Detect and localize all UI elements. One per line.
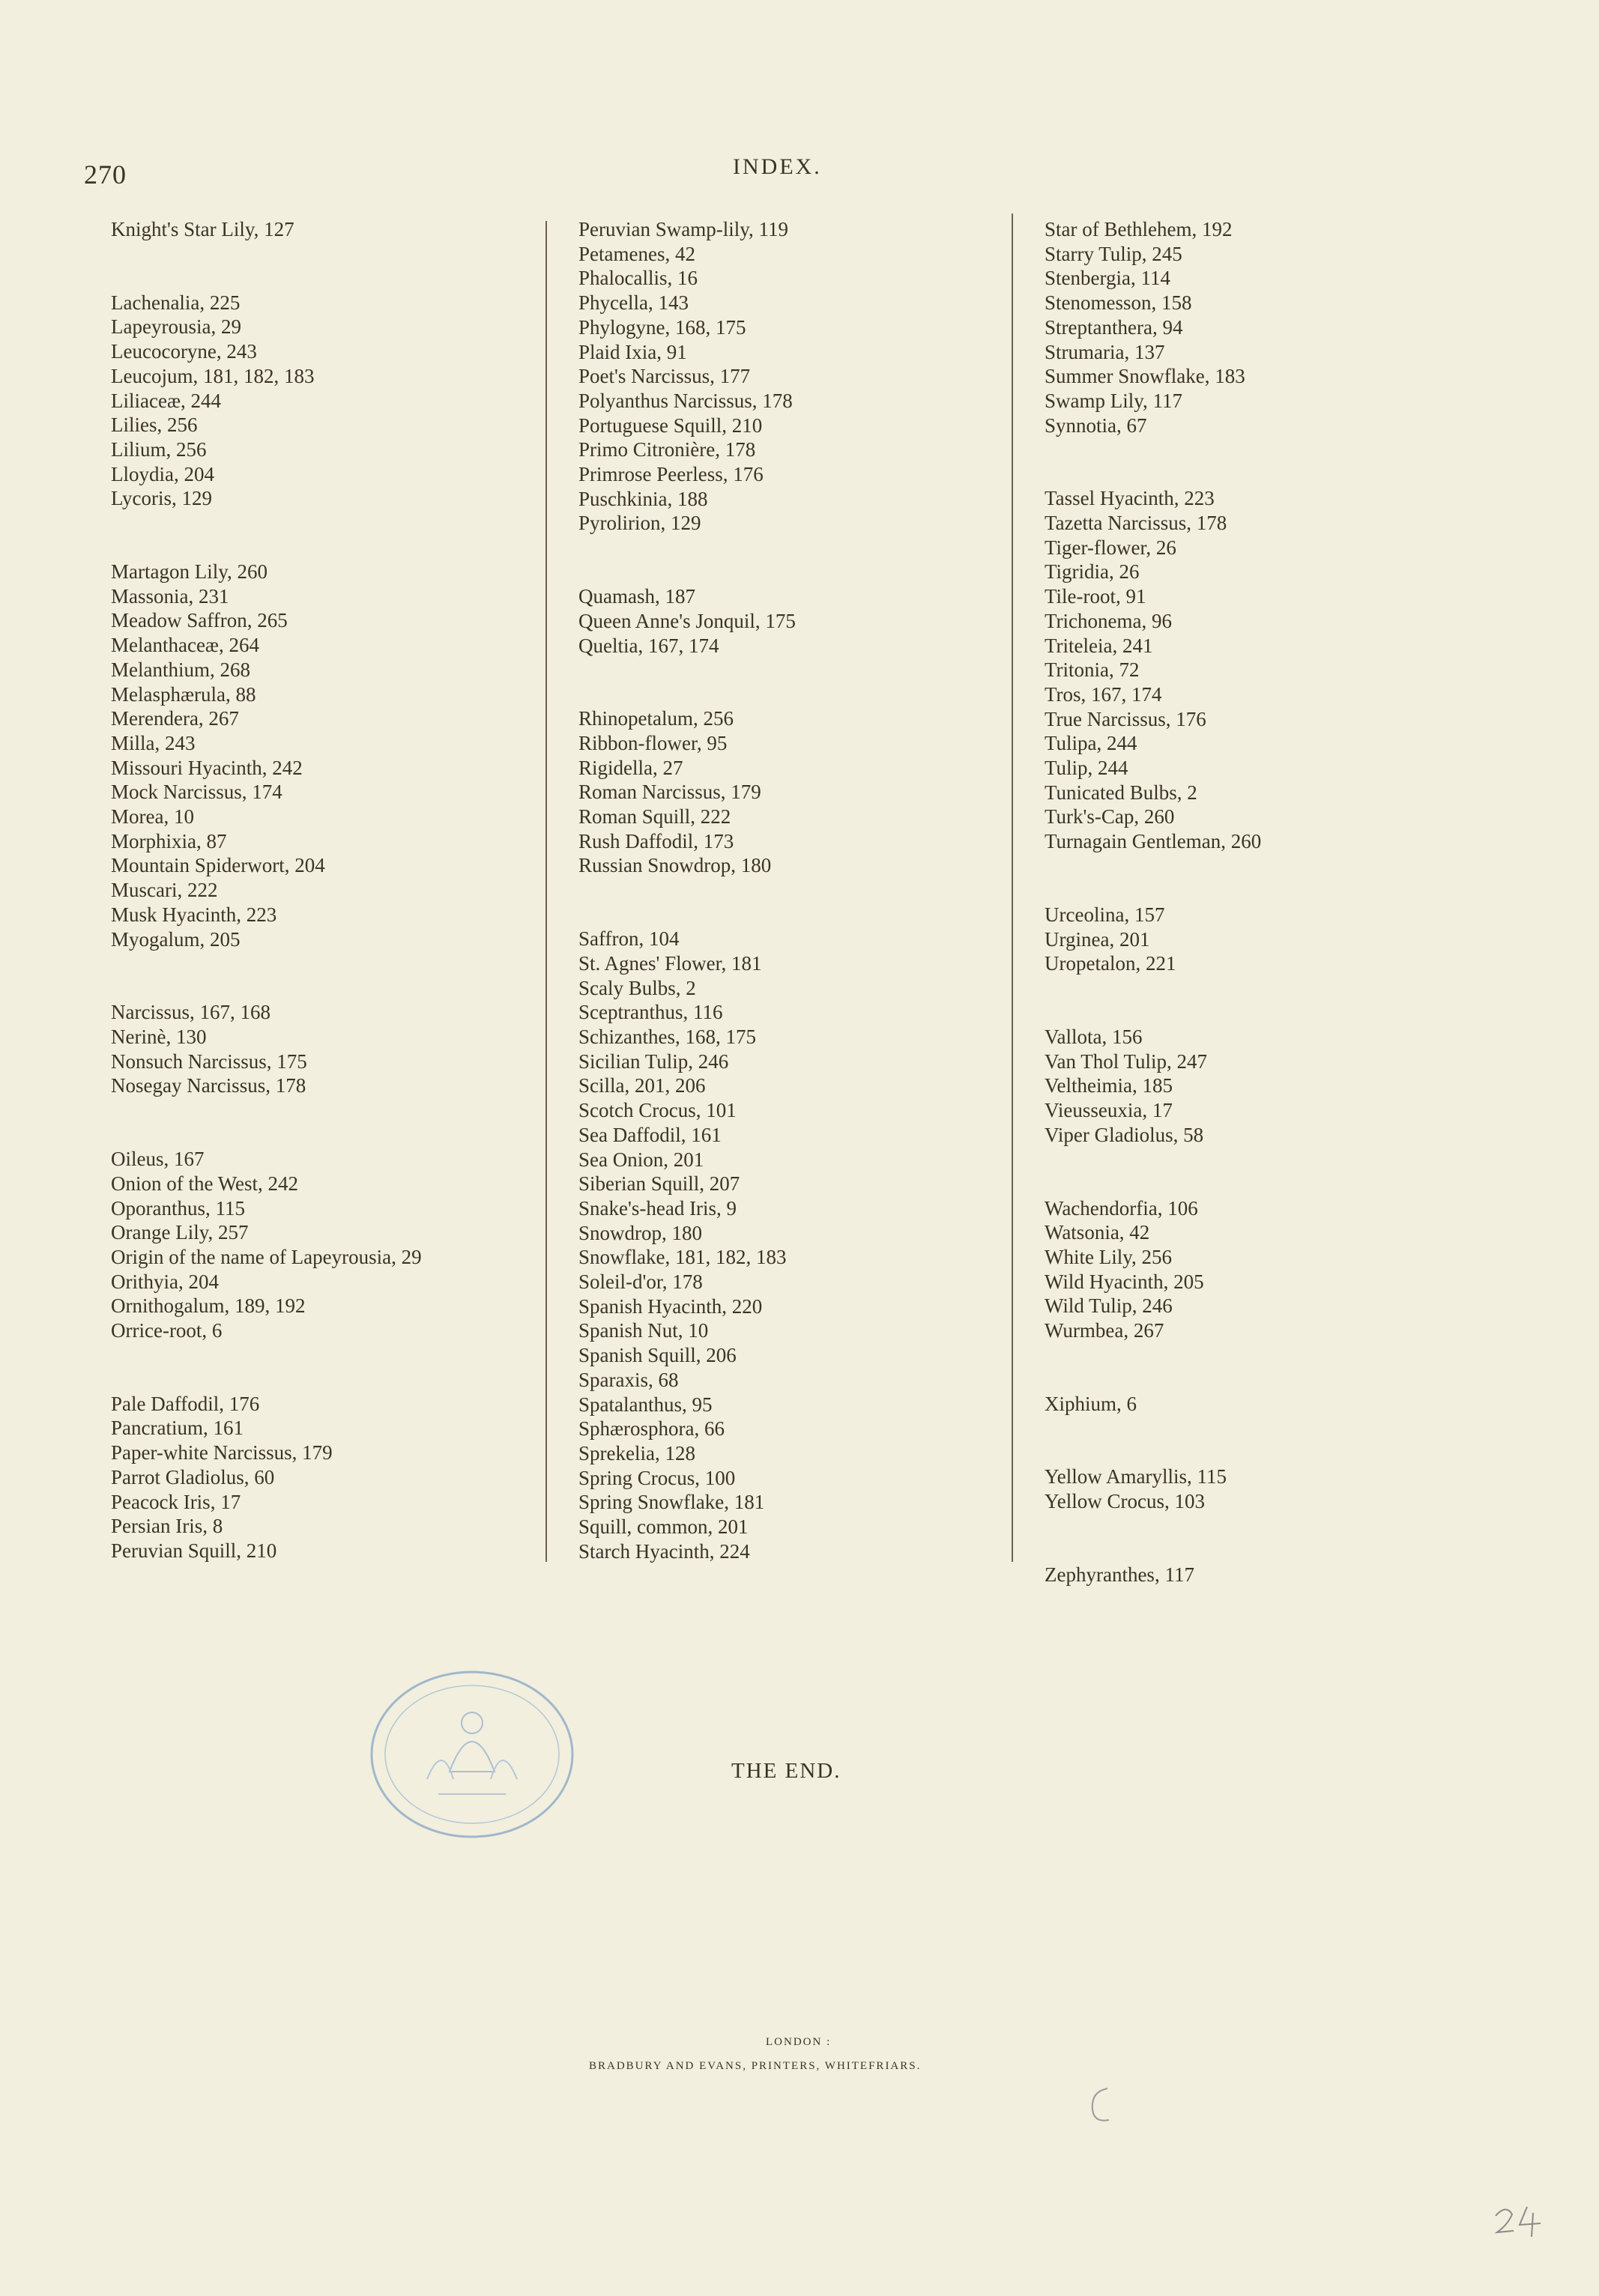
index-entry: Melasphærula, 88	[111, 682, 256, 706]
index-entry: Sea Daffodil, 161	[578, 1123, 722, 1146]
section-gap	[111, 951, 560, 1000]
index-entry: Primo Citronière, 178	[578, 438, 756, 461]
index-entry: Uropetalon, 221	[1045, 952, 1176, 975]
index-entry: Sicilian Tulip, 246	[578, 1049, 729, 1073]
index-entry: Snowflake, 181, 182, 183	[578, 1246, 787, 1269]
index-entry: Lachenalia, 225	[111, 291, 241, 314]
index-entry: Wild Tulip, 246	[1045, 1294, 1173, 1318]
index-entry: Rhinopetalum, 256	[578, 707, 734, 730]
index-entry: Nonsuch Narcissus, 175	[111, 1049, 307, 1073]
index-entry: Tulipa, 244	[1045, 732, 1137, 755]
index-entry: Watsonia, 42	[1045, 1221, 1150, 1244]
index-entry: Summer Snowflake, 183	[1045, 365, 1245, 388]
index-entry: Origin of the name of Lapeyrousia, 29	[111, 1245, 422, 1268]
index-entry: Massonia, 231	[111, 584, 229, 608]
section-gap	[111, 511, 560, 560]
section-gap	[1045, 1148, 1494, 1196]
the-end: THE END.	[731, 1759, 841, 1783]
index-entry: Triteleia, 241	[1045, 634, 1153, 657]
index-entry: Quamash, 187	[578, 585, 695, 608]
index-entry: Parrot Gladiolus, 60	[111, 1465, 275, 1488]
index-entry: Yellow Crocus, 103	[1045, 1490, 1206, 1513]
index-entry: Veltheimia, 185	[1045, 1074, 1173, 1097]
index-entry: Ribbon-flower, 95	[578, 731, 728, 754]
index-entry: Martagon Lily, 260	[111, 560, 267, 584]
index-entry: Onion of the West, 242	[111, 1172, 299, 1195]
index-entry: Sprekelia, 128	[578, 1441, 695, 1464]
index-entry: Tassel Hyacinth, 223	[1045, 487, 1215, 510]
index-entry: Tile-root, 91	[1045, 585, 1146, 608]
index-entry: Strumaria, 137	[1045, 340, 1165, 363]
index-entry: Leucocoryne, 243	[111, 340, 257, 363]
index-entry: Phylogyne, 168, 175	[578, 315, 746, 339]
index-entry: Schizanthes, 168, 175	[578, 1025, 756, 1048]
index-entry: Missouri Hyacinth, 242	[111, 756, 303, 779]
section-gap	[111, 242, 560, 291]
handwritten-mark	[1086, 2083, 1116, 2127]
index-entry: Tazetta Narcissus, 178	[1045, 512, 1227, 535]
index-entry: Queen Anne's Jonquil, 175	[578, 609, 796, 632]
index-entry: Pale Daffodil, 176	[111, 1392, 260, 1415]
index-entry: Starry Tulip, 245	[1045, 242, 1182, 265]
index-entry: Swamp Lily, 117	[1045, 389, 1182, 412]
index-entry: Pyrolirion, 129	[578, 512, 701, 535]
index-entry: Starch Hyacinth, 224	[578, 1539, 750, 1563]
index-entry: Vieusseuxia, 17	[1045, 1099, 1173, 1122]
index-entry: Oileus, 167	[111, 1148, 205, 1171]
section-gap	[111, 1098, 560, 1147]
section-gap	[578, 536, 1028, 584]
index-column-3	[1045, 217, 1494, 1587]
index-entry: Zephyranthes, 117	[1045, 1563, 1194, 1586]
index-entry: Urceolina, 157	[1045, 903, 1165, 926]
section-gap	[1045, 1343, 1494, 1392]
index-entry: Saffron, 104	[578, 927, 680, 951]
index-entry: Roman Squill, 222	[578, 805, 731, 829]
section-gap	[111, 1343, 560, 1392]
index-entry: Rush Daffodil, 173	[578, 829, 734, 852]
index-entry: Paper-white Narcissus, 179	[111, 1441, 333, 1464]
index-entry: Spanish Nut, 10	[578, 1319, 709, 1342]
index-entry: Siberian Squill, 207	[578, 1172, 740, 1196]
index-entry: Lloydia, 204	[111, 462, 214, 485]
index-entry: Morphixia, 87	[111, 829, 227, 852]
index-entry: Plaid Ixia, 91	[578, 340, 687, 363]
index-entry: Star of Bethlehem, 192	[1045, 218, 1233, 240]
index-entry: Tiger-flower, 26	[1045, 536, 1176, 559]
index-entry: Nosegay Narcissus, 178	[111, 1074, 306, 1097]
index-entry: Stenbergia, 114	[1045, 267, 1170, 290]
index-entry: Milla, 243	[111, 731, 196, 754]
index-entry: Tunicated Bulbs, 2	[1045, 781, 1197, 804]
index-entry: Myogalum, 205	[111, 927, 241, 951]
index-entry: Meadow Saffron, 265	[111, 609, 288, 632]
index-entry: Scilla, 201, 206	[578, 1074, 706, 1097]
index-entry: Poet's Narcissus, 177	[578, 365, 751, 388]
index-entry: Tigridia, 26	[1045, 560, 1140, 584]
index-entry: Orange Lily, 257	[111, 1221, 249, 1244]
index-entry: Peruvian Swamp-lily, 119	[578, 218, 788, 240]
index-column-1	[111, 217, 560, 1563]
index-entry: Sparaxis, 68	[578, 1368, 679, 1391]
index-entry: Petamenes, 42	[578, 242, 695, 265]
index-entry: Pancratium, 161	[111, 1417, 244, 1440]
index-entry: Trichonema, 96	[1045, 609, 1172, 632]
section-gap	[1045, 1416, 1494, 1464]
index-entry: Spring Snowflake, 181	[578, 1491, 765, 1514]
index-entry: Squill, common, 201	[578, 1515, 749, 1539]
index-entry: Phalocallis, 16	[578, 267, 698, 290]
index-column-2	[578, 217, 1028, 1563]
index-entry: Stenomesson, 158	[1045, 291, 1192, 315]
index-entry: True Narcissus, 176	[1045, 707, 1206, 730]
index-entry: Lilies, 256	[111, 414, 198, 437]
index-entry: Persian Iris, 8	[111, 1515, 223, 1538]
section-gap	[578, 878, 1028, 927]
index-entry: Melanthaceæ, 264	[111, 634, 259, 657]
index-entry: Sphærosphora, 66	[578, 1417, 725, 1441]
index-entry: Liliaceæ, 244	[111, 389, 221, 412]
index-entry: Peacock Iris, 17	[111, 1490, 241, 1513]
index-entry: Leucojum, 181, 182, 183	[111, 364, 315, 387]
index-entry: Merendera, 267	[111, 707, 239, 730]
index-entry: St. Agnes' Flower, 181	[578, 951, 762, 975]
index-entry: Morea, 10	[111, 805, 194, 829]
index-entry: Knight's Star Lily, 127	[111, 218, 294, 240]
index-entry: Vallota, 156	[1045, 1025, 1143, 1048]
index-entry: Spanish Squill, 206	[578, 1344, 737, 1367]
index-entry: Nerinè, 130	[111, 1025, 207, 1048]
index-entry: Synnotia, 67	[1045, 414, 1147, 437]
imprint-city: LONDON :	[766, 2036, 832, 2048]
index-entry: Orithyia, 204	[111, 1270, 219, 1293]
index-entry: Snake's-head Iris, 9	[578, 1196, 737, 1220]
index-entry: Turk's-Cap, 260	[1045, 805, 1175, 829]
index-entry: Streptanthera, 94	[1045, 315, 1183, 339]
index-entry: Orrice-root, 6	[111, 1319, 223, 1342]
section-gap	[1045, 1514, 1494, 1563]
index-entry: Wild Hyacinth, 205	[1045, 1270, 1204, 1293]
index-entry: Lapeyrousia, 29	[111, 315, 241, 339]
index-entry: Lilium, 256	[111, 437, 207, 461]
index-entry: Urginea, 201	[1045, 927, 1150, 951]
index-entry: Polyanthus Narcissus, 178	[578, 389, 793, 412]
index-entry: Roman Narcissus, 179	[578, 781, 761, 804]
page-title: INDEX.	[733, 154, 822, 179]
index-entry: Wachendorfia, 106	[1045, 1196, 1198, 1220]
index-entry: Mountain Spiderwort, 204	[111, 854, 325, 877]
index-entry: Turnagain Gentleman, 260	[1045, 830, 1262, 853]
index-entry: Tros, 167, 174	[1045, 682, 1162, 706]
index-entry: Puschkinia, 188	[578, 487, 708, 510]
index-entry: Peruvian Squill, 210	[111, 1539, 277, 1562]
index-entry: Rigidella, 27	[578, 756, 683, 779]
index-entry: Phycella, 143	[578, 291, 689, 315]
page-number: 270	[84, 160, 127, 190]
index-entry: Lycoris, 129	[111, 487, 212, 510]
section-gap	[1045, 976, 1494, 1025]
index-entry: Narcissus, 167, 168	[111, 1001, 270, 1024]
index-entry: White Lily, 256	[1045, 1245, 1172, 1268]
index-entry: Viper Gladiolus, 58	[1045, 1123, 1204, 1146]
index-entry: Van Thol Tulip, 247	[1045, 1049, 1208, 1073]
index-entry: Scotch Crocus, 101	[578, 1099, 737, 1122]
index-entry: Melanthium, 268	[111, 658, 250, 681]
section-gap	[1045, 437, 1494, 486]
index-entry: Oporanthus, 115	[111, 1196, 245, 1220]
index-entry: Sea Onion, 201	[578, 1148, 704, 1171]
handwritten-page-count	[1491, 2202, 1551, 2240]
index-entry: Queltia, 167, 174	[578, 634, 719, 657]
index-entry: Scaly Bulbs, 2	[578, 976, 696, 999]
index-entry: Musk Hyacinth, 223	[111, 903, 277, 926]
index-entry: Spring Crocus, 100	[578, 1466, 736, 1489]
index-entry: Russian Snowdrop, 180	[578, 854, 772, 877]
index-entry: Xiphium, 6	[1045, 1392, 1137, 1415]
index-entry: Spanish Hyacinth, 220	[578, 1294, 763, 1318]
section-gap	[578, 658, 1028, 706]
index-entry: Soleil-d'or, 178	[578, 1270, 703, 1294]
index-entry: Snowdrop, 180	[578, 1221, 703, 1244]
index-entry: Yellow Amaryllis, 115	[1045, 1465, 1227, 1488]
index-entry: Sceptranthus, 116	[578, 1001, 723, 1024]
index-entry: Portuguese Squill, 210	[578, 414, 763, 437]
index-entry: Tritonia, 72	[1045, 658, 1140, 682]
index-entry: Primrose Peerless, 176	[578, 463, 764, 486]
index-entry: Wurmbea, 267	[1045, 1319, 1164, 1342]
library-stamp	[367, 1667, 577, 1843]
imprint-printers: BRADBURY AND EVANS, PRINTERS, WHITEFRIARS.	[589, 2060, 922, 2072]
index-entry: Spatalanthus, 95	[578, 1393, 713, 1416]
index-entry: Tulip, 244	[1045, 757, 1128, 780]
index-entry: Muscari, 222	[111, 879, 218, 902]
index-entry: Ornithogalum, 189, 192	[111, 1294, 306, 1318]
index-entry: Mock Narcissus, 174	[111, 781, 282, 804]
section-gap	[1045, 854, 1494, 903]
